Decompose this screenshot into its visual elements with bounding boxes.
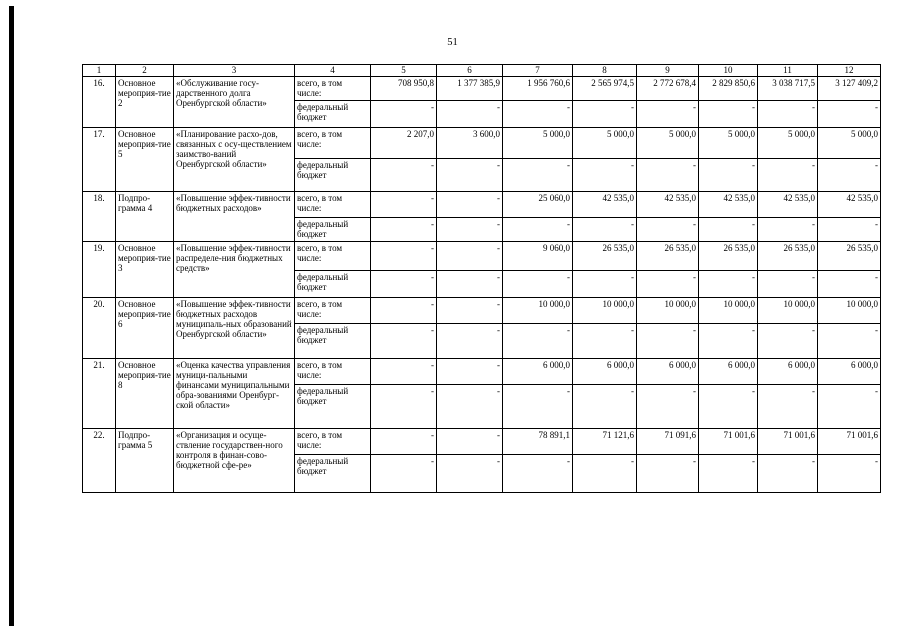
total-value: - <box>437 429 503 455</box>
total-value: - <box>371 192 437 218</box>
federal-budget-value: - <box>637 159 699 192</box>
federal-budget-value: - <box>699 324 758 359</box>
total-value: 42 535,0 <box>637 192 699 218</box>
total-value: 26 535,0 <box>818 242 881 271</box>
federal-budget-label: федеральный бюджет <box>295 101 371 128</box>
table-row <box>83 298 881 324</box>
federal-budget-value: - <box>818 385 881 429</box>
row-name: «Повышение эффек-тивности распределе-ния бюджетных средств» <box>174 242 295 298</box>
total-value: 5 000,0 <box>758 128 818 159</box>
federal-budget-value: - <box>573 101 637 128</box>
column-header: 5 <box>371 65 437 77</box>
federal-budget-value: - <box>437 324 503 359</box>
federal-budget-value: - <box>437 271 503 298</box>
total-value: - <box>371 298 437 324</box>
federal-budget-value: - <box>699 159 758 192</box>
federal-budget-value: - <box>818 271 881 298</box>
total-value: 6 000,0 <box>573 359 637 385</box>
total-value: 26 535,0 <box>573 242 637 271</box>
column-header: 10 <box>699 65 758 77</box>
federal-budget-value: - <box>371 159 437 192</box>
federal-budget-value: - <box>437 101 503 128</box>
federal-budget-value: - <box>573 271 637 298</box>
federal-budget-value: - <box>758 385 818 429</box>
total-value: 42 535,0 <box>573 192 637 218</box>
row-type: Основное мероприя-тие 5 <box>116 128 174 192</box>
federal-budget-value: - <box>699 271 758 298</box>
total-value: 5 000,0 <box>637 128 699 159</box>
row-type: Основное мероприя-тие 8 <box>116 359 174 429</box>
federal-budget-value: - <box>637 385 699 429</box>
federal-budget-value: - <box>573 455 637 493</box>
total-value: - <box>371 242 437 271</box>
federal-budget-value: - <box>371 218 437 242</box>
federal-budget-value: - <box>437 455 503 493</box>
total-value: 2 565 974,5 <box>573 77 637 101</box>
column-header: 4 <box>295 65 371 77</box>
federal-budget-value: - <box>573 385 637 429</box>
total-value: 9 060,0 <box>503 242 573 271</box>
row-number: 20. <box>83 298 116 359</box>
federal-budget-label: федеральный бюджет <box>295 159 371 192</box>
federal-budget-label: федеральный бюджет <box>295 385 371 429</box>
row-type: Основное мероприя-тие 6 <box>116 298 174 359</box>
total-value: 10 000,0 <box>818 298 881 324</box>
federal-budget-value: - <box>637 455 699 493</box>
total-value: 5 000,0 <box>503 128 573 159</box>
total-value: 71 121,6 <box>573 429 637 455</box>
total-value: 10 000,0 <box>758 298 818 324</box>
federal-budget-value: - <box>503 101 573 128</box>
federal-budget-value: - <box>758 324 818 359</box>
total-value: 6 000,0 <box>699 359 758 385</box>
row-type: Основное мероприя-тие 2 <box>116 77 174 128</box>
table-row <box>83 359 881 385</box>
total-value: 78 891,1 <box>503 429 573 455</box>
total-value: 71 001,6 <box>699 429 758 455</box>
total-value: 42 535,0 <box>818 192 881 218</box>
federal-budget-value: - <box>573 324 637 359</box>
total-value: 6 000,0 <box>818 359 881 385</box>
federal-budget-value: - <box>371 455 437 493</box>
total-label: всего, в том числе: <box>295 128 371 159</box>
federal-budget-value: - <box>371 385 437 429</box>
budget-table <box>82 64 881 493</box>
total-value: 1 956 760,6 <box>503 77 573 101</box>
federal-budget-value: - <box>637 271 699 298</box>
federal-budget-value: - <box>371 101 437 128</box>
column-header: 6 <box>437 65 503 77</box>
federal-budget-value: - <box>503 324 573 359</box>
total-label: всего, в том числе: <box>295 192 371 218</box>
total-value: 3 600,0 <box>437 128 503 159</box>
federal-budget-value: - <box>758 271 818 298</box>
federal-budget-value: - <box>503 455 573 493</box>
total-value: - <box>437 359 503 385</box>
row-type: Подпро-грамма 4 <box>116 192 174 242</box>
federal-budget-value: - <box>503 159 573 192</box>
total-value: 6 000,0 <box>758 359 818 385</box>
federal-budget-value: - <box>818 455 881 493</box>
federal-budget-value: - <box>371 324 437 359</box>
row-number: 21. <box>83 359 116 429</box>
total-value: 26 535,0 <box>699 242 758 271</box>
table-header-row <box>83 65 881 77</box>
column-header: 12 <box>818 65 881 77</box>
total-value: - <box>437 242 503 271</box>
column-header: 9 <box>637 65 699 77</box>
total-value: 42 535,0 <box>699 192 758 218</box>
federal-budget-value: - <box>503 385 573 429</box>
total-value: - <box>437 298 503 324</box>
row-name: «Оценка качества управления муници-пальными финансами муниципальными обра-зованиями Оренбург-ской области» <box>174 359 295 429</box>
federal-budget-value: - <box>699 218 758 242</box>
federal-budget-value: - <box>437 385 503 429</box>
federal-budget-value: - <box>818 218 881 242</box>
row-name: «Планирование расхо-дов, связанных с осу-ществлением заимство-ваний Оренбургской области» <box>174 128 295 192</box>
column-header: 1 <box>83 65 116 77</box>
total-value: 10 000,0 <box>637 298 699 324</box>
total-value: 6 000,0 <box>637 359 699 385</box>
total-value: 2 772 678,4 <box>637 77 699 101</box>
federal-budget-value: - <box>758 101 818 128</box>
federal-budget-value: - <box>758 159 818 192</box>
row-name: «Повышение эффек-тивности бюджетных расходов» <box>174 192 295 242</box>
total-value: 3 127 409,2 <box>818 77 881 101</box>
total-label: всего, в том числе: <box>295 429 371 455</box>
federal-budget-label: федеральный бюджет <box>295 218 371 242</box>
column-header: 11 <box>758 65 818 77</box>
row-name: «Обслуживание госу-дарственного долга Оренбургской области» <box>174 77 295 128</box>
table-row <box>83 429 881 455</box>
table-row <box>83 242 881 271</box>
total-value: 71 001,6 <box>818 429 881 455</box>
page-number: 51 <box>447 37 458 48</box>
federal-budget-value: - <box>573 218 637 242</box>
total-value: 10 000,0 <box>503 298 573 324</box>
federal-budget-value: - <box>758 218 818 242</box>
row-number: 22. <box>83 429 116 493</box>
federal-budget-value: - <box>637 324 699 359</box>
federal-budget-value: - <box>818 159 881 192</box>
total-value: 42 535,0 <box>758 192 818 218</box>
federal-budget-value: - <box>371 271 437 298</box>
federal-budget-label: федеральный бюджет <box>295 324 371 359</box>
table-row <box>83 192 881 218</box>
total-value: 5 000,0 <box>573 128 637 159</box>
total-value: 5 000,0 <box>818 128 881 159</box>
row-number: 17. <box>83 128 116 192</box>
total-value: 26 535,0 <box>637 242 699 271</box>
federal-budget-value: - <box>758 455 818 493</box>
federal-budget-value: - <box>637 218 699 242</box>
federal-budget-value: - <box>503 218 573 242</box>
federal-budget-label: федеральный бюджет <box>295 455 371 493</box>
total-value: 2 207,0 <box>371 128 437 159</box>
federal-budget-value: - <box>699 385 758 429</box>
total-value: - <box>371 429 437 455</box>
total-value: 2 829 850,6 <box>699 77 758 101</box>
total-value: - <box>437 192 503 218</box>
column-header: 8 <box>573 65 637 77</box>
federal-budget-label: федеральный бюджет <box>295 271 371 298</box>
column-header: 3 <box>174 65 295 77</box>
row-number: 16. <box>83 77 116 128</box>
total-value: 25 060,0 <box>503 192 573 218</box>
row-number: 18. <box>83 192 116 242</box>
total-value: 71 091,6 <box>637 429 699 455</box>
federal-budget-value: - <box>503 271 573 298</box>
row-name: «Организация и осуще-ствление государствен-ного контроля в финан-сово-бюджетной сфе-ре» <box>174 429 295 493</box>
row-type: Подпро-грамма 5 <box>116 429 174 493</box>
binding-edge-line <box>9 6 14 626</box>
total-value: 71 001,6 <box>758 429 818 455</box>
column-header: 7 <box>503 65 573 77</box>
federal-budget-value: - <box>437 218 503 242</box>
total-value: 10 000,0 <box>699 298 758 324</box>
total-value: 26 535,0 <box>758 242 818 271</box>
total-value: - <box>371 359 437 385</box>
total-label: всего, в том числе: <box>295 77 371 101</box>
federal-budget-value: - <box>573 159 637 192</box>
federal-budget-value: - <box>699 101 758 128</box>
federal-budget-value: - <box>637 101 699 128</box>
table-row <box>83 128 881 159</box>
total-label: всего, в том числе: <box>295 359 371 385</box>
total-value: 10 000,0 <box>573 298 637 324</box>
table-row <box>83 77 881 101</box>
total-value: 5 000,0 <box>699 128 758 159</box>
federal-budget-value: - <box>437 159 503 192</box>
federal-budget-value: - <box>818 101 881 128</box>
total-value: 6 000,0 <box>503 359 573 385</box>
federal-budget-value: - <box>818 324 881 359</box>
row-name: «Повышение эффек-тивности бюджетных расходов муниципаль-ных образований Оренбургской области» <box>174 298 295 359</box>
total-value: 708 950,8 <box>371 77 437 101</box>
total-label: всего, в том числе: <box>295 298 371 324</box>
total-value: 1 377 385,9 <box>437 77 503 101</box>
row-number: 19. <box>83 242 116 298</box>
row-type: Основное мероприя-тие 3 <box>116 242 174 298</box>
column-header: 2 <box>116 65 174 77</box>
federal-budget-value: - <box>699 455 758 493</box>
total-label: всего, в том числе: <box>295 242 371 271</box>
total-value: 3 038 717,5 <box>758 77 818 101</box>
